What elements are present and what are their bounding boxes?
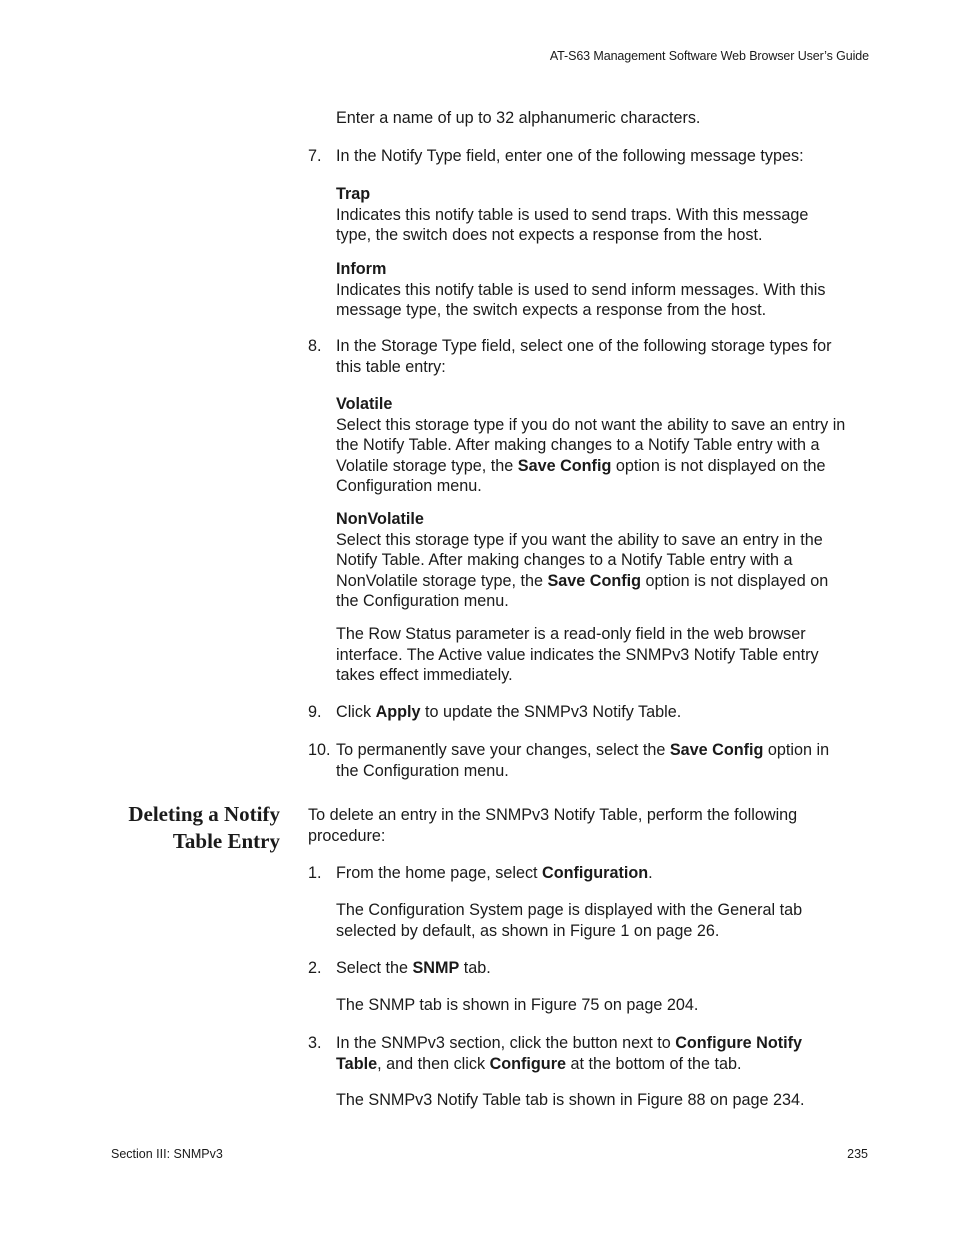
nonvolatile-term: NonVolatile (336, 510, 424, 528)
row-status-paragraph (336, 624, 876, 686)
delete-intro-line-2: procedure: (308, 826, 386, 845)
table-term: Table (336, 1054, 378, 1073)
name-instruction: Enter a name of up to 32 alphanumeric characters. (336, 109, 701, 127)
delete-step-3-note: The SNMPv3 Notify Table tab is shown in Figure 88 on page 234. (336, 1091, 805, 1109)
inform-term: Inform (336, 260, 387, 278)
nonvolatile-line-4: the Configuration menu. (336, 592, 509, 610)
page-number: 235 (847, 1147, 868, 1161)
delete-step-1-note-line-1: The Configuration System page is displayed with the General tab (336, 901, 803, 919)
row-status-line-3: takes effect immediately. (336, 666, 513, 684)
inform-line-2: message type, the switch expects a response from the host. (336, 301, 767, 319)
step-8-line-1: In the Storage Type field, select one of the following storage types for (336, 337, 832, 355)
step-10-a: To permanently save your changes, select the (336, 741, 670, 759)
trap-line-2: type, the switch does not expects a response from the host. (336, 226, 763, 244)
nonvolatile-line-3-c: option is not displayed on (641, 571, 829, 590)
footer-section: Section III: SNMPv3 (111, 1147, 223, 1161)
step-10-number: 10. (308, 741, 331, 759)
volatile-line-1: Select this storage type if you do not want the ability to save an entry in (336, 415, 846, 434)
delete-step-3-e: at the bottom of the tab. (566, 1054, 742, 1073)
delete-step-1-note (336, 900, 876, 941)
delete-step-1-number: 1. (308, 864, 322, 882)
delete-intro-line-1: To delete an entry in the SNMPv3 Notify Table, perform the following (308, 806, 798, 824)
delete-step-3-line-2 (336, 1054, 876, 1075)
save-config-term: Save Config (547, 571, 642, 590)
running-header: AT-S63 Management Software Web Browser User’s Guide (549, 49, 869, 63)
delete-intro (308, 805, 868, 846)
step-7-number: 7. (308, 147, 322, 165)
nonvolatile-line-2: Notify Table. After making changes to a Notify Table entry with a (336, 551, 793, 569)
step-9-text (336, 702, 876, 723)
trap-definition (336, 184, 876, 246)
save-config-term: Save Config (669, 741, 764, 759)
configure-term: Configure (489, 1054, 566, 1073)
nonvolatile-line-3 (336, 571, 876, 592)
volatile-line-3 (336, 456, 876, 477)
delete-step-3-number: 3. (308, 1034, 322, 1052)
configuration-term: Configuration (542, 864, 649, 882)
section-heading (60, 801, 280, 855)
step-7-text: In the Notify Type field, enter one of the following message types: (336, 147, 804, 165)
delete-step-2-note: The SNMP tab is shown in Figure 75 on page 204. (336, 996, 699, 1014)
volatile-definition (336, 394, 876, 497)
save-config-term: Save Config (517, 456, 612, 475)
trap-line-1: Indicates this notify table is used to send traps. With this message (336, 205, 809, 224)
delete-step-1-c: . (648, 864, 653, 882)
step-10-text (336, 740, 876, 781)
step-8-number: 8. (308, 337, 322, 355)
snmp-term: SNMP (412, 959, 460, 977)
row-status-line-1: The Row Status parameter is a read-only field in the web browser (336, 625, 806, 643)
volatile-line-3-a: Volatile storage type, the (336, 456, 518, 475)
trap-term: Trap (336, 185, 371, 203)
volatile-line-2: the Notify Table. After making changes to a Notify Table entry with a (336, 436, 820, 454)
volatile-line-4: Configuration menu. (336, 477, 482, 495)
configure-notify-term: Configure Notify (675, 1034, 803, 1052)
step-10-line-2: the Configuration menu. (336, 761, 509, 780)
step-9-c: to update the SNMPv3 Notify Table. (420, 703, 682, 721)
step-10-line-1 (336, 740, 876, 761)
delete-step-3-line-1 (336, 1033, 876, 1054)
delete-step-1-a: From the home page, select (336, 864, 543, 882)
row-status-line-2: interface. The Active value indicates the SNMPv3 Notify Table entry (336, 645, 819, 664)
step-10-c: option in (763, 741, 830, 759)
section-heading-line-2: Table Entry (172, 829, 280, 853)
delete-step-2-text (336, 958, 876, 979)
delete-step-2-number: 2. (308, 959, 322, 977)
step-9-a: Click (336, 703, 376, 721)
delete-step-2-a: Select the (336, 959, 413, 977)
volatile-term: Volatile (336, 395, 393, 413)
section-heading-line-1: Deleting a Notify (128, 802, 280, 826)
delete-step-1-note-line-2: selected by default, as shown in Figure 1 on page 26. (336, 921, 720, 940)
step-9-number: 9. (308, 703, 322, 721)
nonvolatile-definition (336, 509, 876, 612)
delete-step-3-text (336, 1033, 876, 1074)
volatile-line-3-c: option is not displayed on the (611, 456, 826, 475)
step-8-line-2: this table entry: (336, 357, 446, 376)
delete-step-1-text (336, 863, 876, 884)
step-8-text (336, 336, 876, 377)
apply-term: Apply (375, 703, 421, 721)
inform-line-1: Indicates this notify table is used to send inform messages. With this (336, 280, 826, 299)
nonvolatile-line-3-a: NonVolatile storage type, the (336, 571, 548, 590)
inform-definition (336, 259, 876, 321)
delete-step-3-a: In the SNMPv3 section, click the button next to (336, 1034, 676, 1052)
delete-step-2-c: tab. (459, 959, 491, 977)
delete-step-3-c: , and then click (377, 1054, 490, 1073)
nonvolatile-line-1: Select this storage type if you want the ability to save an entry in the (336, 530, 823, 549)
